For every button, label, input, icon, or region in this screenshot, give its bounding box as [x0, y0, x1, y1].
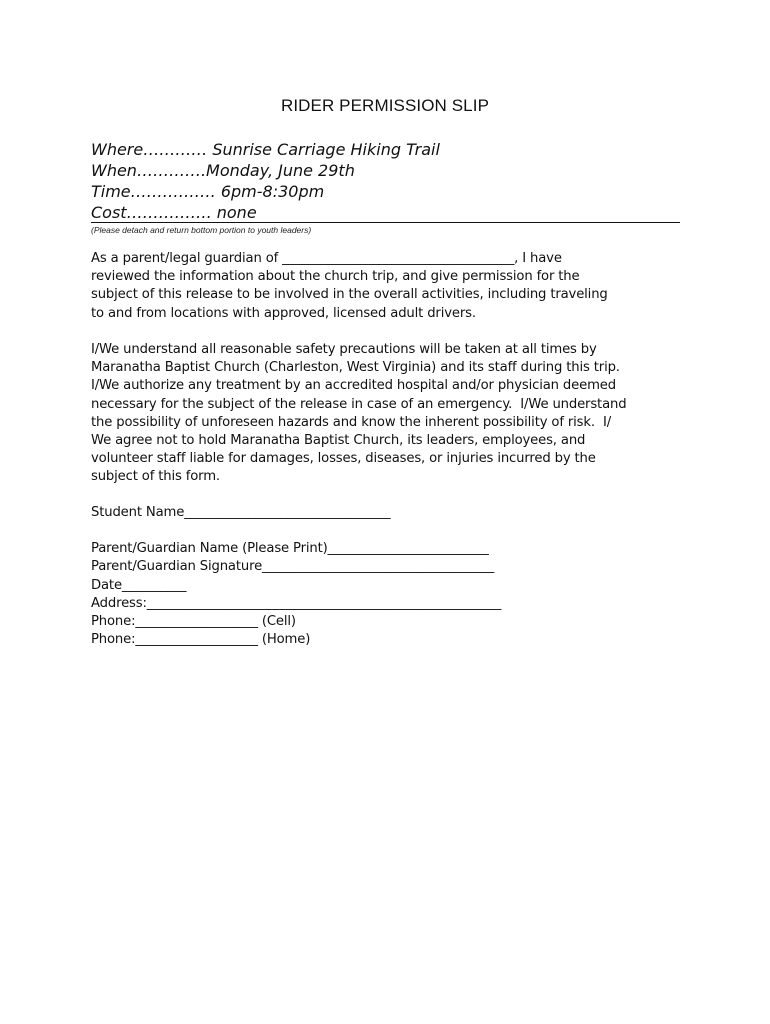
- detail-cost: Cost……………. none: [91, 203, 257, 222]
- paragraph-line: subject of this form.: [91, 469, 220, 485]
- phone-cell-field[interactable]: Phone:___________________ (Cell): [91, 613, 296, 629]
- paragraph-line: volunteer staff liable for damages, losses, diseases, or injuries incurred by the: [91, 451, 596, 467]
- paragraph-line: to and from locations with approved, licensed adult drivers.: [91, 305, 476, 321]
- paragraph-line: I/We understand all reasonable safety precautions will be taken at all times by: [91, 342, 597, 357]
- detach-divider: [91, 222, 680, 223]
- paragraph-line: We agree not to hold Maranatha Baptist Church, its leaders, employees, and: [91, 433, 586, 449]
- paragraph-line: the possibility of unforeseen hazards and know the inherent possibility of risk. I/: [91, 414, 612, 430]
- paragraph-line: reviewed the information about the church trip, and give permission for the: [91, 269, 580, 285]
- detail-time: Time……………. 6pm-8:30pm: [91, 182, 325, 201]
- phone-home-field[interactable]: Phone:___________________ (Home): [91, 632, 311, 648]
- liability-paragraph: [91, 341, 683, 487]
- detail-when: When………….Monday, June 29th: [91, 161, 355, 180]
- address-field[interactable]: Address:_______________________________________________________: [91, 595, 502, 611]
- guardian-paragraph: [91, 250, 683, 323]
- paragraph-line: Maranatha Baptist Church (Charleston, West Virginia) and its staff during this trip.: [91, 360, 620, 376]
- field-spacer: [91, 522, 691, 540]
- paragraph-line: subject of this release to be involved in the overall activities, including traveling: [91, 287, 608, 303]
- paragraph-line: I/We authorize any treatment by an accredited hospital and/or physician deemed: [91, 378, 616, 394]
- paragraph-line: As a parent/legal guardian of ____________________________________, I have: [91, 251, 562, 266]
- paragraph-line: necessary for the subject of the release in case of an emergency. I/We understand: [91, 396, 627, 412]
- student-name-field[interactable]: Student Name________________________________: [91, 505, 391, 520]
- parent-signature-field[interactable]: Parent/Guardian Signature____________________________________: [91, 559, 495, 575]
- form-fields: [91, 504, 691, 649]
- parent-name-field[interactable]: Parent/Guardian Name (Please Print)_________________________: [91, 541, 489, 557]
- date-field[interactable]: Date__________: [91, 577, 187, 593]
- trip-details: [91, 139, 681, 223]
- page-title: RIDER PERMISSION SLIP: [280, 96, 490, 115]
- detach-note: (Please detach and return bottom portion to youth leaders): [91, 225, 312, 235]
- detail-where: Where………… Sunrise Carriage Hiking Trail: [91, 140, 440, 159]
